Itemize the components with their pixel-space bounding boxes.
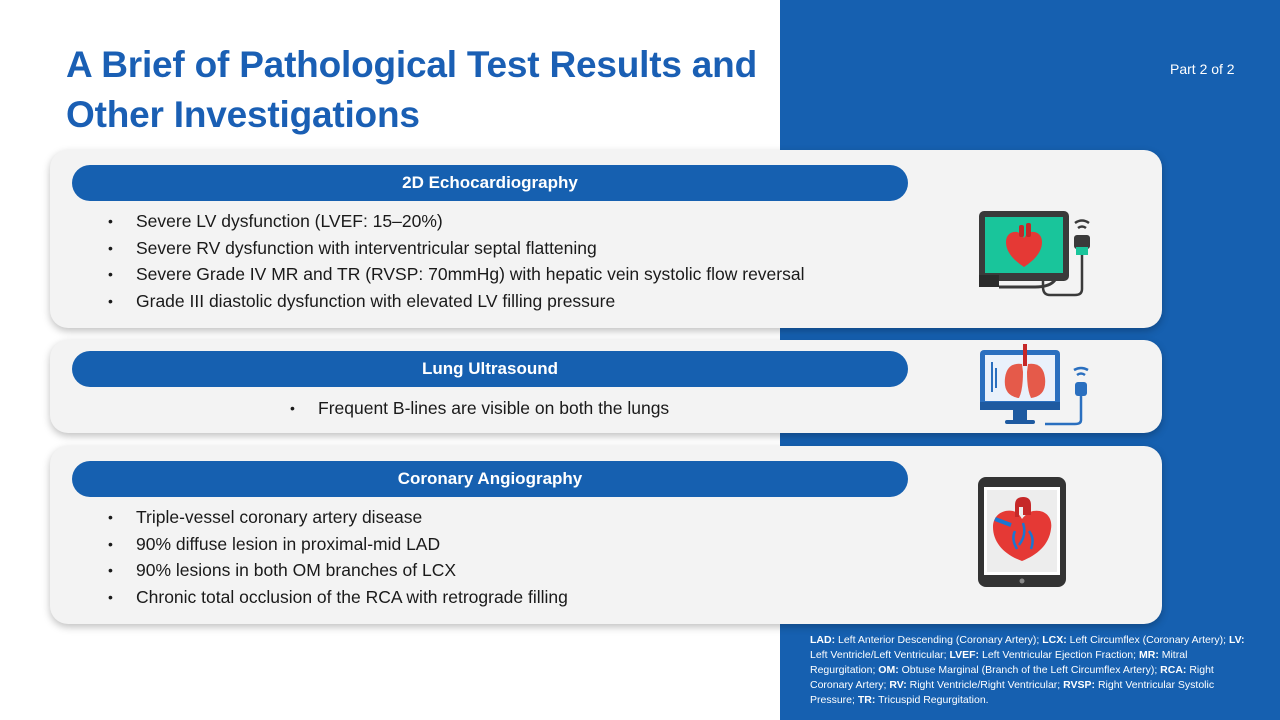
list-item: • Frequent B-lines are visible on both the lungs (290, 395, 669, 422)
footnote-definition: Right Ventricle/Right Ventricular; (906, 679, 1064, 691)
footnote-definition: Right Ventricular Systolic Pressure; (810, 679, 1215, 706)
section-heading: Lung Ultrasound (72, 351, 908, 387)
heart-angiography-tablet-icon (975, 475, 1070, 595)
footnote-term: RV: (889, 679, 907, 691)
footnote-definition: Left Circumflex (Coronary Artery); (1066, 634, 1229, 646)
list-item: • 90% diffuse lesion in proximal-mid LAD (108, 531, 568, 558)
lung-ultrasound-monitor-icon (975, 342, 1105, 437)
footnote-term: LAD: (810, 634, 836, 646)
echocardiogram-monitor-icon (975, 205, 1105, 305)
section-heading: 2D Echocardiography (72, 165, 908, 201)
bullet-list (290, 395, 669, 422)
bullet-list (108, 504, 568, 610)
footnote-term: RVSP: (1063, 679, 1096, 691)
footnote-term: OM: (878, 664, 899, 676)
part-indicator: Part 2 of 2 (1170, 61, 1235, 77)
footnote-term: MR: (1138, 649, 1159, 661)
list-item: • Triple-vessel coronary artery disease (108, 504, 568, 531)
list-item: • Chronic total occlusion of the RCA with retrograde filling (108, 584, 568, 611)
page-title: A Brief of Pathological Test Results and Other Investigations (66, 44, 757, 135)
footnote-definition: Left Ventricular Ejection Fraction; (979, 649, 1139, 661)
list-item: • 90% lesions in both OM branches of LCX (108, 557, 568, 584)
abbreviations-footnote (810, 633, 1250, 708)
footnote-definition: Obtuse Marginal (Branch of the Left Circumflex Artery); (898, 664, 1161, 676)
footnote-term: LVEF: (949, 649, 980, 661)
footnote-definition: Mitral Regurgitation; (810, 649, 1188, 676)
footnote-definition: Right Coronary Artery; (810, 664, 1214, 691)
list-item: • Grade III diastolic dysfunction with elevated LV filling pressure (108, 288, 805, 315)
footnote-term: TR: (857, 694, 876, 706)
footnote-term: RCA: (1160, 664, 1187, 676)
list-item: • Severe LV dysfunction (LVEF: 15–20%) (108, 208, 805, 235)
footnote-term: LV: (1228, 634, 1245, 646)
section-heading: Coronary Angiography (72, 461, 908, 497)
footnote-term: LCX: (1042, 634, 1067, 646)
footnote-definition: Left Ventricle/Left Ventricular; (810, 649, 950, 661)
list-item: • Severe Grade IV MR and TR (RVSP: 70mmHg) with hepatic vein systolic flow reversal (108, 261, 805, 288)
list-item: • Severe RV dysfunction with interventricular septal flattening (108, 235, 805, 262)
footnote-definition: Tricuspid Regurgitation. (875, 694, 989, 706)
bullet-list (108, 208, 805, 314)
footnote-definition: Left Anterior Descending (Coronary Artery); (835, 634, 1043, 646)
